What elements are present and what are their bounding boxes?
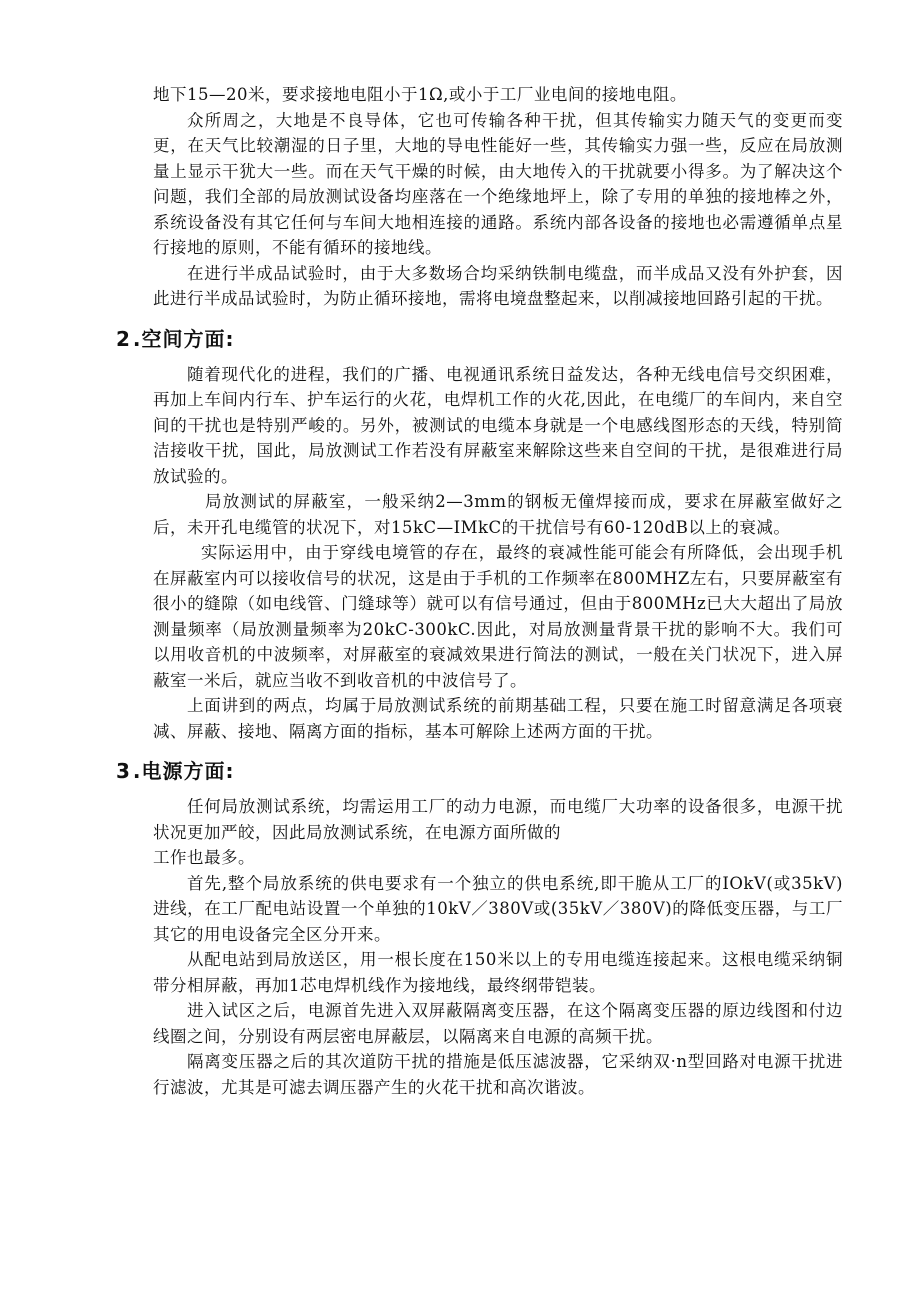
paragraph-practical-use: 实际运用中，由于穿线电境管的存在，最终的衰减性能可能会有所降低，会出现手机在屏蔽室内可以接收信号的状况，这是由于手机的工作频率在800MHZ左右，只要屏蔽室有很小的缝隙（如电线管、门缝球等）就可以有信号通过，但由于800MHz已大大超出了局放测量频率（局放测量频率为20kC-300kC.因此，对局放测量背景干扰的影响不大。我们可以用收音机的中波频率，对屏蔽室的衰减效果进行简法的测试，一般在关门状况下，进入屏蔽室一米后，就应当收不到收音机的中波信号了。 xyxy=(153,543,843,690)
document-page xyxy=(116,82,843,1100)
paragraph-isolation-transformer: 进入试区之后，电源首先进入双屏蔽隔离变压器，在这个隔离变压器的原边线图和付边线圈之间，分别设有两层密电屏蔽层，以隔离来自电源的高频干扰。 xyxy=(153,1001,843,1046)
paragraph-shielded-room: 局放测试的屏蔽室，一般采纳2—3mm的钢板无僮焊接而成，要求在屏蔽室做好之后，未开孔电缆管的状况下，对15kC—IMkC的干扰信号有60-120dB以上的衰减。 xyxy=(153,492,843,537)
paragraph-grounding-depth: 地下15—20米，要求接地电阻小于1Ω,或小于工厂业电间的接地电阻。 xyxy=(153,85,687,104)
paragraph-lowpass-filter: 隔离变压器之后的其次道防干扰的措施是低压滤波器，它采纳双·n型回路对电源干扰进行滤波，尤其是可滤去调压器产生的火花干扰和高次谐波。 xyxy=(153,1052,843,1097)
paragraph-earth-interference: 众所周之，大地是不良导体，它也可传输各种干扰，但其传输实力随天气的变更而变更，在天气比较潮湿的日子里，大地的导电性能好一些，其传输实力强一些，反应在局放测量上显示干犹大一些。而在天气干燥的时候，由大地传入的干扰就要小得多。为了解决这个问题，我们全部的局放测试设备均座落在一个绝缘地坪上，除了专用的单独的接地棒之外，系统设备没有其它任何与车间大地相连接的通路。系统内部各设备的接地也必需遵循单点星行接地的原则，不能有循环的接地线。 xyxy=(153,110,843,257)
section-number: 3 xyxy=(116,759,131,783)
paragraph-power-intro-cont: 工作也最多。 xyxy=(153,848,255,867)
paragraph-power-intro: 任何局放测试系统，均需运用工厂的动力电源，而电缆厂大功率的设备很多，电源干扰状况更加严皎，因此局放测试系统，在电源方面所做的 xyxy=(153,797,843,842)
section-number: 2 xyxy=(116,326,131,351)
section-title: .空间方面: xyxy=(132,326,235,351)
paragraph-independent-supply: 首先,整个局放系统的供电要求有一个独立的供电系统,即干脆从工厂的IOkV(或35kV)进线，在工厂配电站设置一个单独的10kV／380V或(35kV／380V)的降低变压器，与工厂其它的用电设备完全区分开来。 xyxy=(153,873,843,944)
paragraph-summary: 上面讲到的两点，均属于局放测试系统的前期基础工程，只要在施工时留意满足各项衰减、屏蔽、接地、隔离方面的指标，基本可解除上述两方面的干扰。 xyxy=(153,696,843,741)
paragraph-semi-finished-test: 在进行半成品试验时，由于大多数场合均采纳铁制电缆盘，而半成品又没有外护套，因此进行半成品试验时，为防止循环接地，需将电境盘整起来，以削减接地回路引起的干扰。 xyxy=(153,263,843,308)
section-heading-power xyxy=(116,758,843,784)
section-title: .电源方面: xyxy=(132,759,235,783)
paragraph-dedicated-cable: 从配电站到局放送区，用一根长度在150米以上的专用电缆连接起来。这根电缆采纳铜带分相屏蔽，再加1芯电焊机线作为接地线，最终纲带铠装。 xyxy=(153,950,843,995)
section-heading-space xyxy=(116,326,843,352)
paragraph-space-interference: 随着现代化的进程，我们的广播、电视通讯系统日益发达，各种无线电信号交织困难，再加上车间内行车、护车运行的火花，电焊机工作的火花,因此，在电缆厂的车间内，来自空间的干扰也是特别严峻的。另外，被测试的电缆本身就是一个电感线图形态的天线，特别简洁接收干扰，国此，局放测试工作若没有屏蔽室来解除这些来自空间的干扰，是很难进行局放试验的。 xyxy=(153,364,843,486)
